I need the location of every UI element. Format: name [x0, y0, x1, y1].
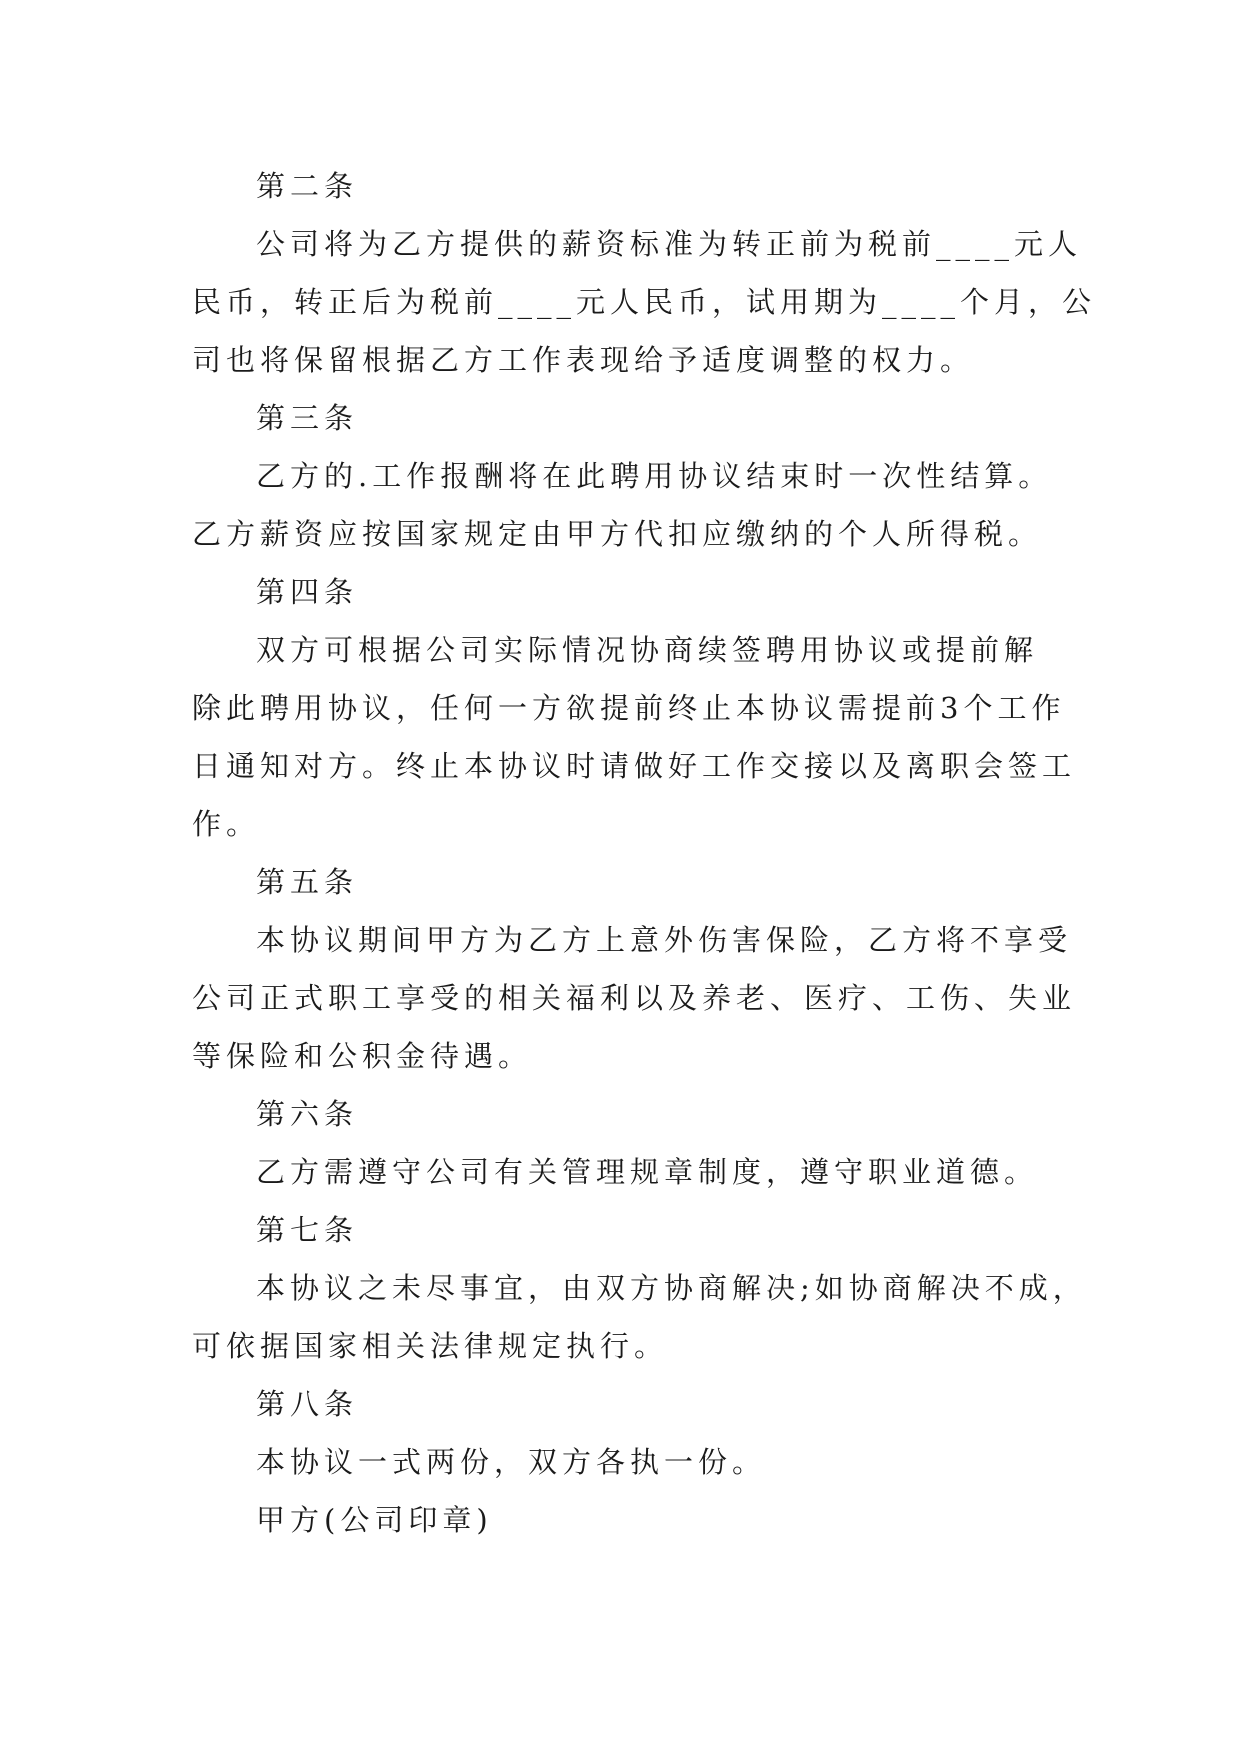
article-7-line-1: 本协议之未尽事宜，由双方协商解决;如协商解决不成， — [256, 1271, 1087, 1305]
article-4-heading: 第四条 — [256, 575, 359, 609]
article-5-line-3: 等保险和公积金待遇。 — [192, 1039, 533, 1073]
article-3-heading: 第三条 — [256, 401, 359, 435]
article-5-heading: 第五条 — [256, 865, 359, 899]
article-8-line-1: 本协议一式两份，双方各执一份。 — [256, 1445, 767, 1479]
article-4-line-2: 除此聘用协议，任何一方欲提前终止本协议需提前3个工作 — [192, 691, 1066, 725]
article-4-line-4: 作。 — [192, 807, 261, 841]
article-2-line-1: 公司将为乙方提供的薪资标准为转正前为税前____元人 — [256, 227, 1083, 261]
article-4-line-3: 日通知对方。终止本协议时请做好工作交接以及离职会签工 — [192, 749, 1077, 783]
article-2-heading: 第二条 — [256, 169, 359, 203]
article-4-line-1: 双方可根据公司实际情况协商续签聘用协议或提前解 — [256, 633, 1039, 667]
article-3-line-1: 乙方的.工作报酬将在此聘用协议结束时一次性结算。 — [256, 459, 1053, 493]
party-a-signature: 甲方(公司印章) — [256, 1503, 493, 1537]
article-5-line-1: 本协议期间甲方为乙方上意外伤害保险，乙方将不享受 — [256, 923, 1073, 957]
document-body — [192, 157, 1097, 1549]
article-2-line-3: 司也将保留根据乙方工作表现给予适度调整的权力。 — [192, 343, 975, 377]
article-7-heading: 第七条 — [256, 1213, 359, 1247]
article-6-line-1: 乙方需遵守公司有关管理规章制度，遵守职业道德。 — [256, 1155, 1039, 1189]
article-6-heading: 第六条 — [256, 1097, 359, 1131]
article-5-line-2: 公司正式职工享受的相关福利以及养老、医疗、工伤、失业 — [192, 981, 1077, 1015]
article-7-line-2: 可依据国家相关法律规定执行。 — [192, 1329, 669, 1363]
article-3-line-2: 乙方薪资应按国家规定由甲方代扣应缴纳的个人所得税。 — [192, 517, 1043, 551]
article-2-line-2: 民币，转正后为税前____元人民币，试用期为____个月，公 — [192, 285, 1097, 319]
article-8-heading: 第八条 — [256, 1387, 359, 1421]
